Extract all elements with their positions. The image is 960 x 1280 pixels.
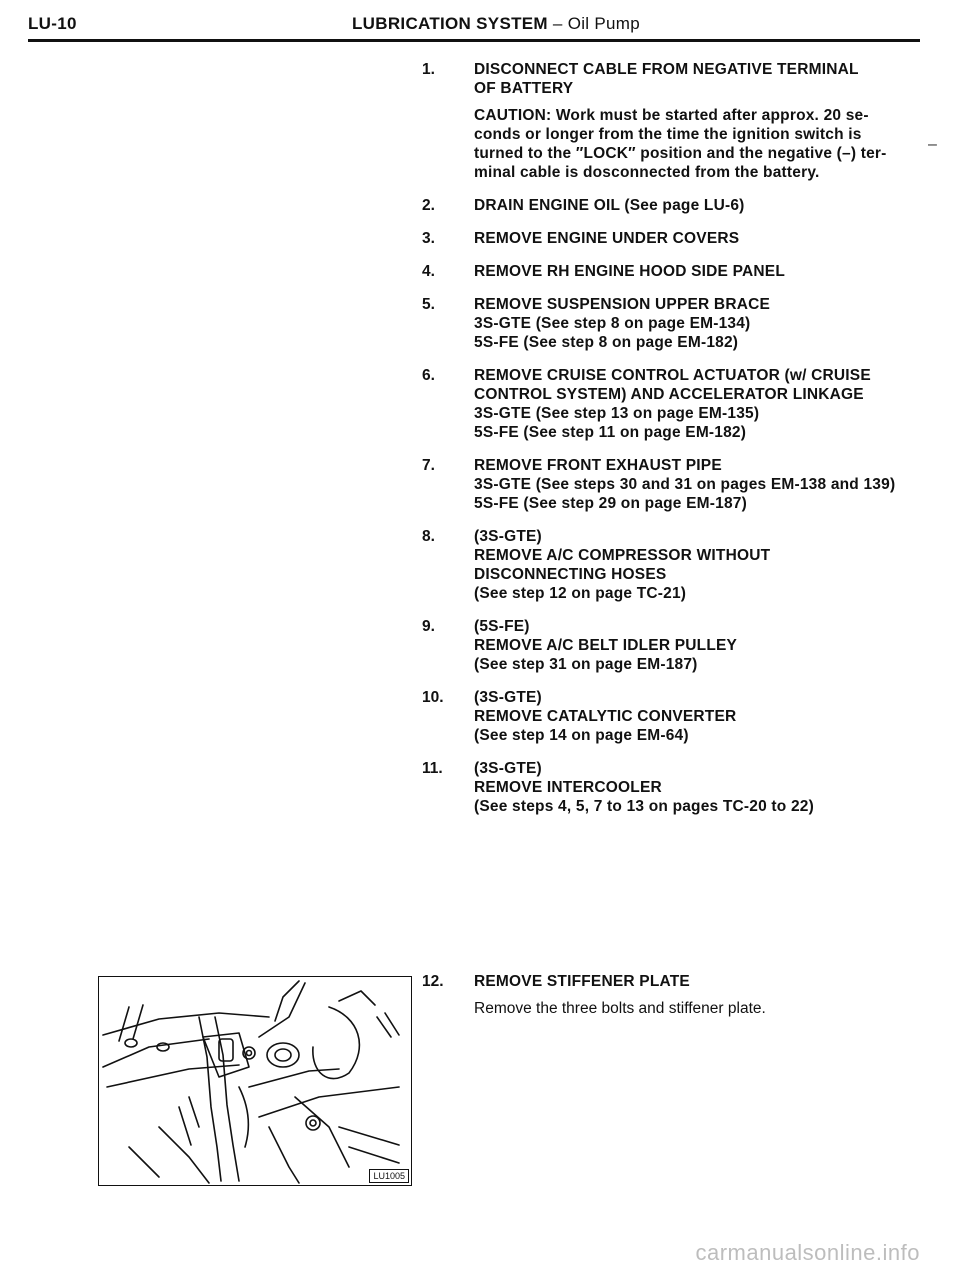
step-line: 5S-FE (See step 11 on page EM-182): [474, 424, 747, 441]
step-number: 5.: [422, 296, 435, 313]
step-line: (3S-GTE): [474, 528, 542, 545]
watermark: carmanualsonline.info: [695, 1240, 920, 1265]
step-line: 5S-FE (See step 29 on page EM-187): [474, 495, 747, 512]
step-number: 12.: [422, 973, 444, 990]
stiffener-plate-illustration: [98, 976, 412, 1186]
step-number: 11.: [422, 760, 443, 777]
procedure-step: [422, 295, 922, 352]
step-line: CONTROL SYSTEM) AND ACCELERATOR LINKAGE: [474, 386, 864, 403]
step-line: (See step 31 on page EM-187): [474, 656, 698, 673]
procedure-step: [422, 759, 922, 816]
page-id: LU-10: [28, 14, 77, 33]
step-number: 6.: [422, 367, 435, 384]
step-line: DISCONNECTING HOSES: [474, 566, 667, 583]
step-line: (5S-FE): [474, 618, 530, 635]
step-text: [474, 688, 922, 745]
procedure-step: [422, 688, 922, 745]
title-separator: –: [552, 14, 563, 33]
margin-mark: –: [928, 136, 937, 153]
step-text: [474, 456, 922, 513]
procedure-step: [422, 229, 922, 248]
caution-line: CAUTION: Work must be started after approx. 20 se-: [474, 107, 869, 124]
step-line: REMOVE CATALYTIC CONVERTER: [474, 708, 737, 725]
section-title: LUBRICATION SYSTEM: [352, 14, 548, 33]
step-line: REMOVE A/C COMPRESSOR WITHOUT: [474, 547, 771, 564]
step-number: 2.: [422, 197, 435, 214]
step-line: (See step 14 on page EM-64): [474, 727, 689, 744]
step-line: REMOVE RH ENGINE HOOD SIDE PANEL: [474, 263, 785, 280]
procedure-step: [422, 527, 922, 603]
step-line: 3S-GTE (See step 8 on page EM-134): [474, 315, 751, 332]
step-text: [474, 366, 922, 442]
procedure-step: [422, 60, 922, 182]
step-line: (See steps 4, 5, 7 to 13 on pages TC-20 to 22): [474, 798, 814, 815]
step-number: 9.: [422, 618, 435, 635]
step-number: 3.: [422, 230, 435, 247]
step-line: (3S-GTE): [474, 760, 542, 777]
step-text: [474, 60, 922, 182]
step-number: 8.: [422, 528, 435, 545]
step-text: [474, 759, 922, 816]
step-line: (See step 12 on page TC-21): [474, 585, 687, 602]
step-line: 5S-FE (See step 8 on page EM-182): [474, 334, 739, 351]
step-title: REMOVE STIFFENER PLATE: [474, 973, 690, 990]
caution-line: conds or longer from the time the ignition switch is: [474, 126, 862, 143]
step-text: [474, 229, 922, 248]
step-text: [474, 617, 922, 674]
step-number: 10.: [422, 689, 444, 706]
figure-code: LU1005: [369, 1169, 409, 1183]
procedure-step: [422, 456, 922, 513]
step-text: [474, 527, 922, 603]
header-title: [352, 14, 640, 34]
step-line: REMOVE INTERCOOLER: [474, 779, 662, 796]
caution-note: [474, 106, 922, 182]
step-number: 7.: [422, 457, 435, 474]
procedure-step: [422, 196, 922, 215]
step-line: OF BATTERY: [474, 80, 574, 97]
step-text: [474, 295, 922, 352]
step-line: 3S-GTE (See steps 30 and 31 on pages EM-138 and 139): [474, 476, 896, 493]
caution-line: turned to the ″LOCK″ position and the negative (–) ter-: [474, 145, 887, 162]
step-text: [474, 196, 922, 215]
step-line: 3S-GTE (See step 13 on page EM-135): [474, 405, 760, 422]
step-text: [474, 262, 922, 281]
step-line: DRAIN ENGINE OIL (See page LU-6): [474, 197, 745, 214]
step-number: 1.: [422, 61, 435, 78]
caution-line: minal cable is dosconnected from the battery.: [474, 164, 820, 181]
step-line: DISCONNECT CABLE FROM NEGATIVE TERMINAL: [474, 61, 859, 78]
header-rule: [28, 39, 920, 42]
step-instruction: Remove the three bolts and stiffener plate.: [474, 1000, 766, 1017]
procedure-step: [422, 262, 922, 281]
subsection-title: Oil Pump: [567, 14, 641, 33]
step-number: 4.: [422, 263, 435, 280]
step-line: REMOVE ENGINE UNDER COVERS: [474, 230, 740, 247]
step-line: REMOVE SUSPENSION UPPER BRACE: [474, 296, 771, 313]
step-line: REMOVE CRUISE CONTROL ACTUATOR (w/ CRUISE: [474, 367, 871, 384]
procedure-step-12: [422, 972, 960, 1018]
procedure-step: [422, 366, 922, 442]
procedure-steps: [422, 60, 922, 830]
engine-drawing: [99, 977, 411, 1185]
step-line: (3S-GTE): [474, 689, 542, 706]
step-line: REMOVE A/C BELT IDLER PULLEY: [474, 637, 738, 654]
procedure-step: [422, 617, 922, 674]
step-line: REMOVE FRONT EXHAUST PIPE: [474, 457, 722, 474]
